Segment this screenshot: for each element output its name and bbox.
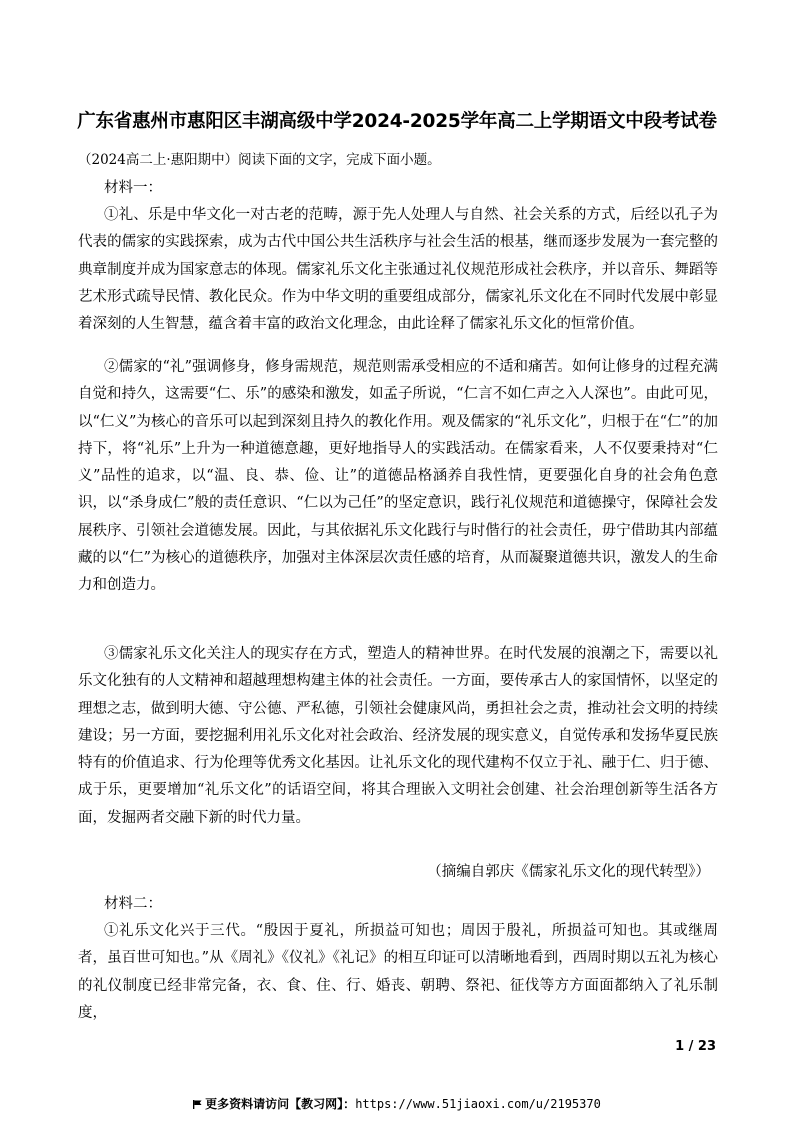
footer-link[interactable]: https://www.51jiaoxi.com/u/2195370 — [355, 1097, 601, 1111]
material-one-paragraph-2: ②儒家的“礼”强调修身，修身需规范，规范则需承受相应的不适和痛苦。如何让修身的过程充满自觉和持久，这需要“仁、乐”的感染和激发，如孟子所说，“仁言不如仁声之入人深也”。由此可见，以“仁义”为核心的音乐可以起到深刻且持久的教化作用。观及儒家的“礼乐文化”，归根于在“仁”的加持下，将“礼乐”上升为一种道德意趣，更好地指导人的实践活动。在儒家看来，人不仅要秉持对“仁义”品性的追求，以“温、良、恭、俭、让”的道德品格涵养自我性情，更要强化自身的社会角色意识，以“杀身成仁”般的责任意识、“仁以为己任”的坚定意识，践行礼仪规范和道德操守，保障社会发展秩序、引领社会道德发展。因此，与其依据礼乐文化践行与时偕行的社会责任，毋宁借助其内部蕴藏的以“仁”为核心的道德秩序，加强对主体深层次责任感的培育，从而凝聚道德共识，激发人的生命力和创造力。 — [78, 359, 718, 594]
material-one-paragraph-1: ①礼、乐是中华文化一对古老的范畴，源于先人处理人与自然、社会关系的方式，后经以孔子为代表的儒家的实践探索，成为古代中国公共生活秩序与社会生活的根基，继而逐步发展为一套完整的典章制度并成为国家意志的体现。儒家礼乐文化主张通过礼仪规范形成社会秩序，并以音乐、舞蹈等艺术形式疏导民情、教化民众。作为中华文明的重要组成部分，儒家礼乐文化在不同时代发展中彰显着深刻的人生智慧，蕴含着丰富的政治文化理念，由此诠释了儒家礼乐文化的恒常价值。 — [78, 207, 718, 333]
material-two-label: 材料二： — [104, 896, 162, 912]
material-two-paragraph-1: ①礼乐文化兴于三代。“殷因于夏礼，所损益可知也；周因于殷礼，所损益可知也。其或继周者，虽百世可知也。”从《周礼》《仪礼》《礼记》的相互印证可以清晰地看到，西周时期以五礼为核心的礼仪制度已经非常完备，衣、食、住、行、婚丧、朝聘、祭祀、征伐等方方面面都纳入了礼乐制度， — [78, 923, 718, 1021]
material-one-label: 材料一： — [104, 180, 162, 196]
footer-banner — [0, 1095, 794, 1112]
question-intro: （2024高二上·惠阳期中）阅读下面的文字，完成下面小题。 — [78, 152, 441, 168]
footer-label: 更多资料请访问【教习网】： — [205, 1097, 356, 1111]
flag-icon — [193, 1100, 202, 1109]
material-one-paragraph-3: ③儒家礼乐文化关注人的现实存在方式，塑造人的精神世界。在时代发展的浪潮之下，需要以礼乐文化独有的人文精神和超越理想构建主体的社会责任。一方面，要传承古人的家国情怀，以坚定的理想之志，做到明大德、守公德、严私德，引领社会健康风尚，勇担社会之责，推动社会文明的持续建设；另一方面，要挖掘利用礼乐文化对社会政治、经济发展的现实意义，自觉传承和发扬华夏民族特有的价值追求、行为伦理等优秀文化基因。让礼乐文化的现代建构不仅立于礼、融于仁、归于德、成于乐，更要增加“礼乐文化”的话语空间，将其合理嵌入文明社会创建、社会治理创新等生活各方面，发掘两者交融下新的时代力量。 — [78, 646, 718, 826]
document-title: 广东省惠州市惠阳区丰湖高级中学2024-2025学年高二上学期语文中段考试卷 — [77, 111, 717, 132]
page-number: 1 / 23 — [675, 1039, 716, 1054]
material-one-source: （摘编自郭庆《儒家礼乐文化的现代转型》） — [427, 864, 710, 880]
